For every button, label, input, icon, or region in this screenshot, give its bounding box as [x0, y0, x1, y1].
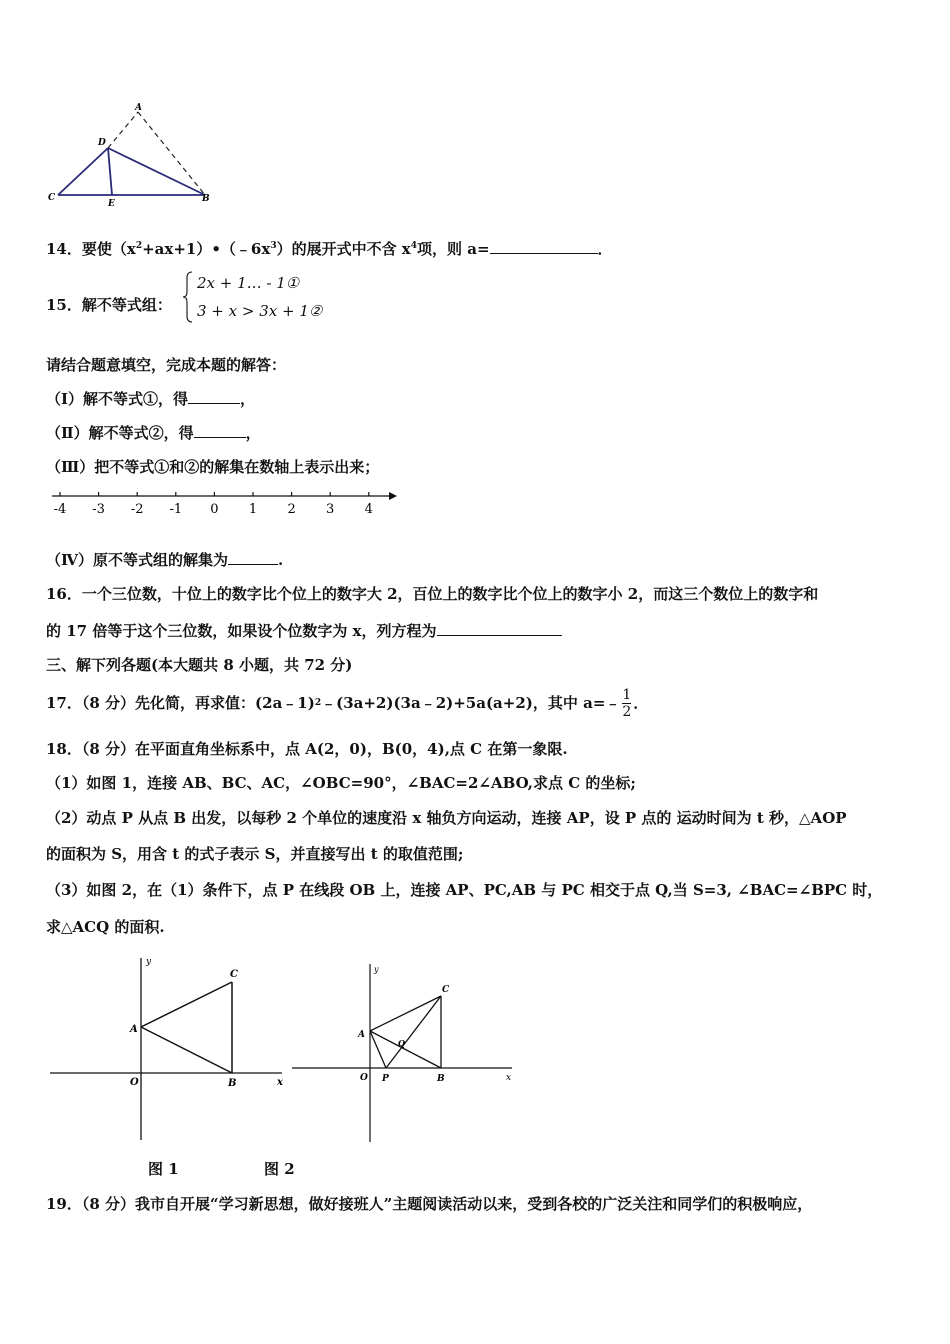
q15-part-2-text: （Ⅱ）解不等式②，得 [46, 424, 194, 442]
fig2-label-q: Q [398, 1038, 405, 1048]
question-number: 14． [46, 240, 82, 258]
question-18-line-2: （1）如图 1，连接 AB、BC、AC，∠OBC=90°，∠BAC=2∠ABO,求点 C 的坐标; [46, 774, 636, 792]
number-line-label: 3 [326, 502, 335, 517]
q15-part-1 [46, 389, 255, 409]
q14-exponent-1: 2 [135, 241, 143, 251]
label-e: E [108, 199, 115, 209]
q15-part-4-blank[interactable] [228, 550, 278, 565]
number-line [44, 486, 404, 520]
q15-part-3: （Ⅲ）把不等式①和②的解集在数轴上表示出来； [46, 458, 380, 476]
inequality-2: 3 + x > 3x + 1② [197, 302, 323, 320]
q14-exponent-3: 4 [410, 241, 418, 251]
figure-1-caption: 图 1 [148, 1160, 179, 1178]
q14-text-d: 项，则 a= [417, 240, 490, 258]
system-brace-icon [182, 270, 194, 324]
fig2-label-a: A [358, 1030, 365, 1040]
number-line-ticks [60, 492, 369, 496]
fraction-denominator: 2 [622, 703, 632, 720]
q14-text-a: 要使（x [81, 240, 136, 258]
number-line-labels [54, 502, 373, 517]
q15-part-1-blank[interactable] [188, 389, 240, 404]
q15-instruction: 请结合题意填空，完成本题的解答： [46, 356, 287, 374]
fig1-label-c: C [230, 969, 238, 980]
coordinate-figure-2 [290, 958, 520, 1146]
triangle-figure-q13 [40, 100, 230, 215]
question-16-line-1: 16．一个三位数，十位上的数字比个位上的数字大 2，百位上的数字比个位上的数字小 2，而这三个数位上的数字和 [46, 585, 819, 603]
figure-2-caption: 图 2 [264, 1160, 295, 1178]
question-number: 15． [46, 296, 82, 314]
number-line-label: 1 [248, 502, 258, 517]
fraction-numerator: 1 [622, 686, 632, 703]
q15-part-1-text: （Ⅰ）解不等式①，得 [46, 390, 189, 408]
q15-part-2 [46, 423, 261, 443]
fig2-label-b: B [437, 1074, 445, 1084]
q17-text-b: ﹣(3a+2)(3a﹣2)+5a(a+2)，其中 a=﹣ [321, 694, 621, 712]
label-d: D [98, 138, 106, 148]
inequality-1: 2x + 1… - 1① [197, 274, 300, 292]
number-line-label: 0 [210, 502, 219, 517]
q16-text: 的 17 倍等于这个三位数，如果设个位数字为 x，列方程为 [46, 622, 437, 640]
fig2-label-x: x [506, 1073, 512, 1083]
question-16-line-2 [46, 621, 562, 641]
section-3-heading: 三、解下列各题(本大题共 8 小题，共 72 分) [46, 656, 353, 674]
q15-part-4-end: . [278, 551, 284, 569]
number-line-label: -3 [92, 502, 105, 517]
q14-exponent-2: 3 [270, 241, 277, 251]
q15-part-2-end: ， [245, 424, 261, 442]
q17-exponent: 2 [314, 698, 322, 708]
number-line-label: 4 [364, 502, 373, 517]
fig2-label-p: P [382, 1074, 389, 1084]
number-line-label: -2 [130, 502, 144, 517]
q15-part-4-text: （Ⅳ）原不等式组的解集为 [46, 551, 229, 569]
fig1-label-o: O [130, 1077, 139, 1088]
label-a: A [135, 103, 142, 113]
label-b: B [202, 194, 210, 204]
fig1-label-b: B [228, 1078, 237, 1089]
fig2-label-y: y [374, 965, 379, 974]
question-18-line-3: （2）动点 P 从点 B 出发，以每秒 2 个单位的速度沿 x 轴负方向运动，连接 AP，设 P 点的 运动时间为 t 秒，△AOP [46, 809, 847, 827]
q14-answer-blank[interactable] [490, 239, 598, 254]
question-14 [46, 236, 613, 259]
question-18-line-5: （3）如图 2，在（1）条件下，点 P 在线段 OB 上，连接 AP、PC,AB 与 PC 相交于点 Q,当 S=3, ∠BAC=∠BPC 时， [46, 881, 883, 899]
label-c: C [48, 193, 56, 203]
q17-fraction [622, 687, 631, 720]
q17-text-a: 17．（8 分）先化简，再求值：(2a﹣1) [46, 694, 315, 712]
coordinate-figure-1 [48, 952, 293, 1144]
q14-text-c: ）的展开式中不含 x [276, 240, 411, 258]
q17-end: ． [633, 694, 649, 712]
q14-end: ． [597, 240, 613, 258]
fig2-label-c: C [442, 985, 450, 995]
q15-part-1-end: ， [240, 390, 256, 408]
fig1-label-x: x [277, 1077, 283, 1088]
question-18-line-1: 18．（8 分）在平面直角坐标系中，点 A(2，0)，B(0，4),点 C 在第一象限. [46, 740, 568, 758]
question-18-line-4: 的面积为 S，用含 t 的式子表示 S，并直接写出 t 的取值范围; [46, 845, 464, 863]
question-17 [46, 682, 648, 724]
number-line-label: -1 [169, 502, 183, 517]
question-18-line-6: 求△ACQ 的面积. [46, 918, 165, 936]
question-15-label [46, 295, 172, 315]
question-19-line-1: 19．（8 分）我市自开展“学习新思想，做好接班人”主题阅读活动以来，受到各校的广泛关注和同学们的积极响应， [46, 1195, 813, 1213]
number-line-label: 2 [287, 502, 296, 517]
q15-label: 解不等式组： [81, 296, 172, 314]
number-line-label: -4 [53, 502, 67, 517]
fig1-label-y: y [146, 957, 152, 967]
fig2-label-o: O [360, 1073, 368, 1083]
q15-part-4 [46, 550, 283, 570]
q14-text-b: +ax+1）•（﹣6x [142, 240, 271, 258]
q15-part-2-blank[interactable] [194, 423, 246, 438]
fig1-label-a: A [130, 1024, 138, 1035]
q16-answer-blank[interactable] [437, 621, 562, 636]
